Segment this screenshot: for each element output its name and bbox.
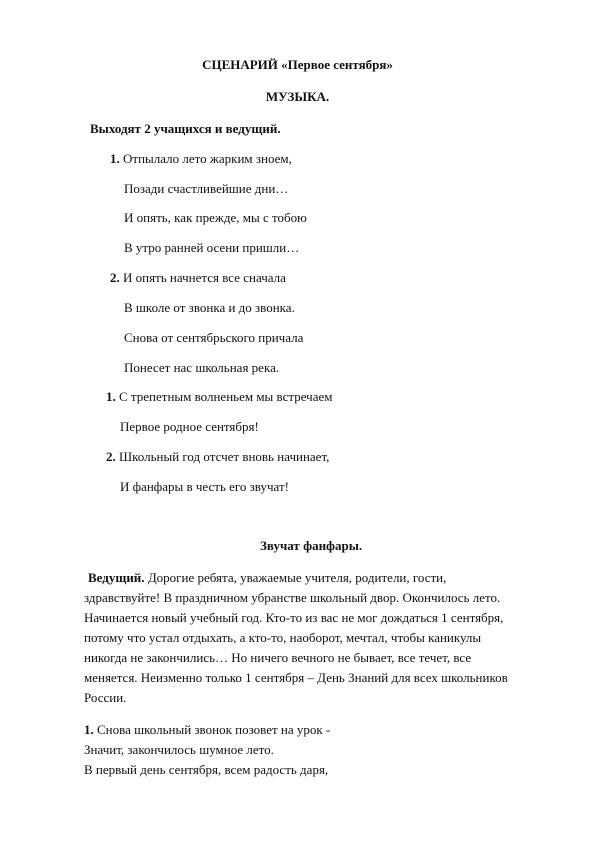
host-line: потому что устал отдыхать, а кто-то, наоборот, мечтал, чтобы каникулы xyxy=(84,630,482,645)
poem-line: Позади счастливейшие дни… xyxy=(124,181,289,196)
line-text: Школьный год отсчет вновь начинает, xyxy=(119,449,330,464)
poem-line: И опять, как прежде, мы с тобою xyxy=(124,210,307,225)
poem-line xyxy=(106,389,332,405)
poem-line: В школе от звонка и до звонка. xyxy=(124,300,295,315)
poem-line xyxy=(106,449,329,465)
music-heading: МУЗЫКА. xyxy=(265,89,330,104)
line-text: И опять начнется все сначала xyxy=(123,270,286,285)
line-number: 1. xyxy=(110,151,120,166)
host-line: Начинается новый учебный год. Кто-то из вас не мог дождаться 1 сентября, xyxy=(84,610,504,625)
document-title: СЦЕНАРИЙ «Первое сентября» xyxy=(202,57,393,72)
host-label: Ведущий. xyxy=(88,570,145,585)
poem-line: И фанфары в честь его звучат! xyxy=(120,479,289,494)
poem-line: Первое родное сентября! xyxy=(120,419,259,434)
poem-line: Снова от сентябрьского причала xyxy=(124,330,304,345)
poem-line xyxy=(84,722,330,738)
poem-line: Понесет нас школьная река. xyxy=(124,360,280,375)
host-line: здравствуйте! В праздничном убранстве школьный двор. Окончилось лето. xyxy=(84,590,501,605)
line-number: 2. xyxy=(106,449,116,464)
host-line: никогда не закончились… Но ничего вечного не бывает, все течет, все xyxy=(84,650,472,665)
line-number: 2. xyxy=(110,270,120,285)
host-line: меняется. Неизменно только 1 сентября – День Знаний для всех школьников xyxy=(84,670,508,685)
poem-line xyxy=(110,151,292,167)
line-text: Отпылало лето жарким зноем, xyxy=(123,151,292,166)
poem-line xyxy=(110,270,286,286)
fanfare-heading: Звучат фанфары. xyxy=(260,538,363,553)
poem-line: Значит, закончилось шумное лето. xyxy=(84,742,274,757)
poem-line: В первый день сентября, всем радость даря, xyxy=(84,762,329,777)
host-text: Дорогие ребята, уважаемые учителя, родители, гости, xyxy=(144,570,447,585)
line-text: Снова школьный звонок позовет на урок - xyxy=(93,722,331,737)
host-line xyxy=(88,570,446,586)
line-number: 1. xyxy=(106,389,116,404)
intro-label: Выходят 2 учащихся и ведущий. xyxy=(90,121,281,136)
line-number: 1. xyxy=(84,722,94,737)
host-line: России. xyxy=(84,690,127,705)
line-text: С трепетным волненьем мы встречаем xyxy=(119,389,333,404)
poem-line: В утро ранней осени пришли… xyxy=(124,240,300,255)
